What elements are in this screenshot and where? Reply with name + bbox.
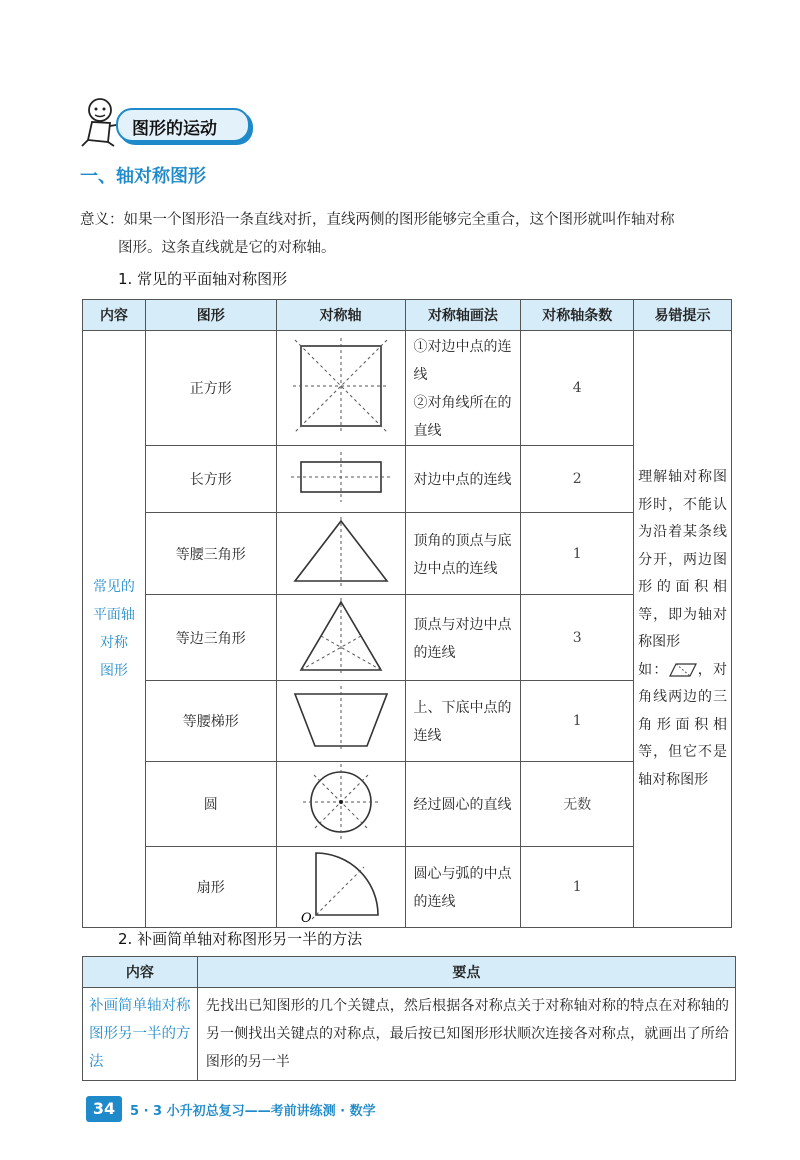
subsection-title-1: 1. 常见的平面轴对称图形 bbox=[118, 270, 288, 288]
method-line: ①对边中点的连线 bbox=[413, 339, 512, 383]
header-cell: 图形 bbox=[145, 300, 276, 331]
method-cell: 顶点与对边中点的连线 bbox=[405, 595, 521, 681]
method-cell: 上、下底中点的连线 bbox=[405, 681, 521, 762]
chapter-banner bbox=[78, 96, 258, 148]
header-cell: 要点 bbox=[197, 957, 735, 988]
table-header-row bbox=[83, 957, 736, 988]
sector-figure bbox=[276, 847, 405, 928]
shape-name: 等腰三角形 bbox=[145, 513, 276, 595]
equilateral-triangle-figure bbox=[276, 595, 405, 681]
axis-count: 2 bbox=[521, 446, 634, 513]
table-row bbox=[83, 988, 736, 1081]
points-cell: 先找出已知图形的几个关键点，然后根据各对称点关于对称轴对称的特点在对称轴的另一侧找出关键点的对称点，最后按已知图形形状顺次连接各对称点，就画出了所给图形的另一半 bbox=[197, 988, 735, 1081]
content-line: 平面轴 bbox=[92, 607, 135, 623]
trapezoid-figure bbox=[276, 681, 405, 762]
rectangle-figure bbox=[276, 446, 405, 513]
section-title: 一、轴对称图形 bbox=[80, 166, 206, 187]
method-cell: 顶角的顶点与底边中点的连线 bbox=[405, 513, 521, 595]
content-line: 对称 bbox=[99, 635, 128, 651]
axis-count: 3 bbox=[521, 595, 634, 681]
axis-count: 1 bbox=[521, 681, 634, 762]
header-cell: 对称轴 bbox=[276, 300, 405, 331]
shape-name: 等腰梯形 bbox=[145, 681, 276, 762]
header-cell: 内容 bbox=[83, 300, 146, 331]
content-line: 常见的 bbox=[92, 579, 135, 595]
page-number: 34 bbox=[86, 1096, 122, 1122]
square-figure bbox=[276, 331, 405, 446]
banner-pill bbox=[116, 108, 250, 142]
method-cell bbox=[405, 331, 521, 446]
isosceles-triangle-figure bbox=[276, 513, 405, 595]
method-cell: 圆心与弧的中点的连线 bbox=[405, 847, 521, 928]
shape-name: 等边三角形 bbox=[145, 595, 276, 681]
banner-title: 图形的运动 bbox=[132, 119, 217, 139]
table-row bbox=[83, 331, 732, 446]
method-cell: 经过圆心的直线 bbox=[405, 762, 521, 847]
definition-line-2: 图形。这条直线就是它的对称轴。 bbox=[118, 240, 336, 256]
tip-cell bbox=[634, 331, 732, 928]
shape-name: 圆 bbox=[145, 762, 276, 847]
tip-text-2: ，对角线两边的三角形面积相等，但它不是轴对称图形 bbox=[638, 661, 728, 788]
definition-line-1: 意义：如果一个图形沿一条直线对折，直线两侧的图形能够完全重合，这个图形就叫作轴对称 bbox=[80, 212, 675, 228]
completion-method-table bbox=[82, 956, 736, 1081]
method-cell: 对边中点的连线 bbox=[405, 446, 521, 513]
tip-text-1: 理解轴对称图形时，不能认为沿着某条线分开，两边图形的面积相等，即为轴对称图形 bbox=[638, 469, 727, 650]
shape-name: 扇形 bbox=[145, 847, 276, 928]
symmetric-shapes-table bbox=[82, 299, 732, 928]
circle-figure bbox=[276, 762, 405, 847]
method-line: ②对角线所在的直线 bbox=[413, 395, 512, 439]
content-cell: 补画简单轴对称图形另一半的方法 bbox=[83, 988, 198, 1081]
shape-name: 长方形 bbox=[145, 446, 276, 513]
axis-count: 1 bbox=[521, 847, 634, 928]
content-cell bbox=[83, 331, 146, 928]
axis-count: 4 bbox=[521, 331, 634, 446]
shape-name: 正方形 bbox=[145, 331, 276, 446]
subsection-title-2: 2. 补画简单轴对称图形另一半的方法 bbox=[118, 930, 363, 948]
parallelogram-icon bbox=[669, 662, 697, 678]
header-cell: 内容 bbox=[83, 957, 198, 988]
content-line: 图形 bbox=[99, 663, 128, 679]
header-cell: 对称轴画法 bbox=[405, 300, 521, 331]
definition-paragraph bbox=[80, 206, 740, 262]
table-header-row bbox=[83, 300, 732, 331]
header-cell: 易错提示 bbox=[634, 300, 732, 331]
axis-count: 1 bbox=[521, 513, 634, 595]
axis-count: 无数 bbox=[521, 762, 634, 847]
header-cell: 对称轴条数 bbox=[521, 300, 634, 331]
sector-center-label: O bbox=[300, 911, 312, 923]
tip-prefix: 如： bbox=[638, 661, 669, 678]
footer-text: 5 · 3 小升初总复习——考前讲练测 · 数学 bbox=[130, 1104, 376, 1119]
